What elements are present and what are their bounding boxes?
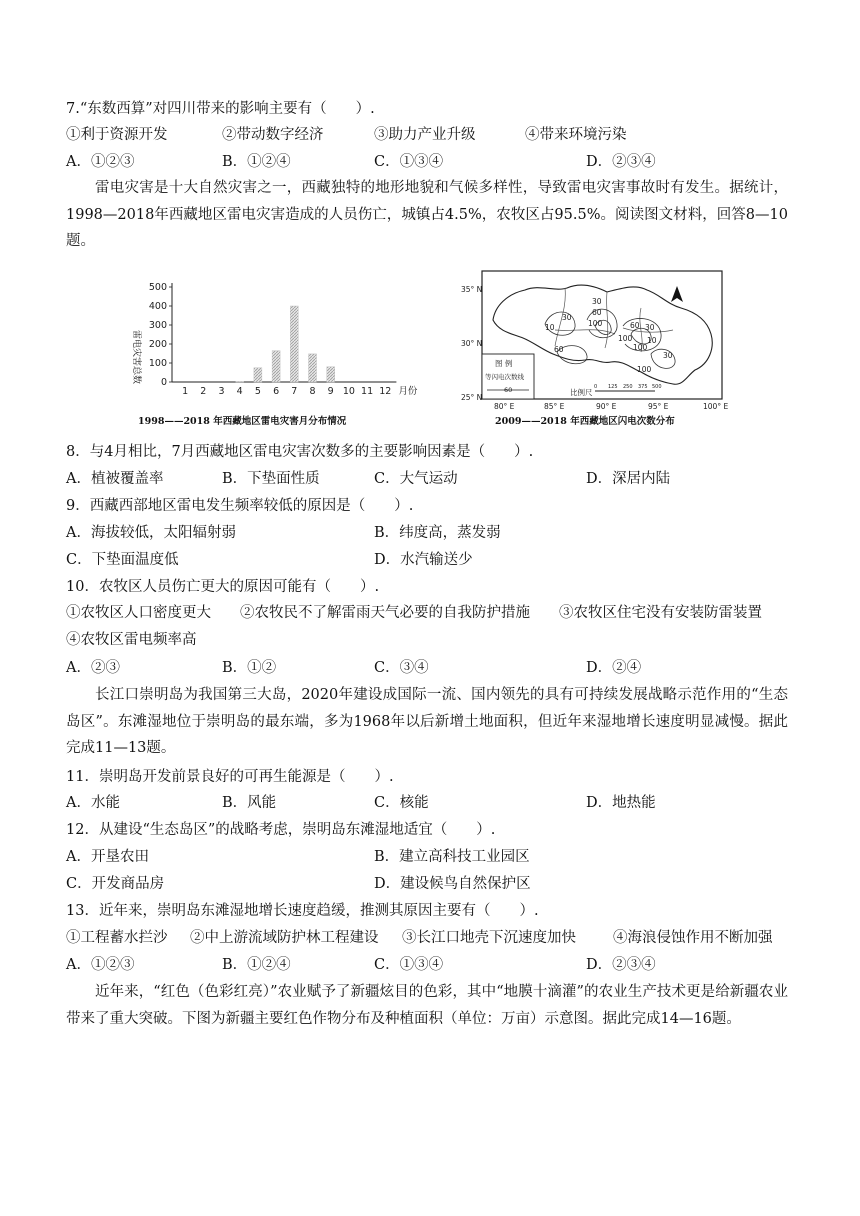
contour-label: 60: [592, 308, 602, 317]
scale-tick: 375: [638, 384, 648, 390]
q13-option-b: B．①②④: [222, 957, 291, 973]
q11-option-c: C．核能: [374, 795, 429, 811]
q12-option-d: D．建设候鸟自然保护区: [374, 876, 531, 892]
x-tick-label: 1: [182, 386, 189, 397]
q10-option-a: A．②③: [66, 660, 120, 676]
q10-items: ①农牧区人口密度更大 ②农牧民不了解雷雨天气必要的自我防护措施 ③农牧区住宅没有安装防雷装置 ④农牧区雷电频率高: [66, 605, 777, 648]
passage-chongming: 长江口崇明岛为我国第三大岛，2020年建设成国际一流、国内领先的具有可持续发展战略示范作用的“生态岛区”。东滩湿地位于崇明岛的最东端，多为1968年以后新增土地面积，但近年来湿地增长速度明显减慢。据此完成11—13题。: [66, 687, 788, 756]
q13-option-d: D．②③④: [586, 957, 656, 973]
passage-lightning: 雷电灾害是十大自然灾害之一，西藏独特的地形地貌和气候多样性，导致雷电灾害事故时有发生。据统计，1998—2018年西藏地区雷电灾害造成的人员伤亡，城镇占4.5%，农牧区占95.5%。阅读图文材料，回答8—10题。: [66, 180, 788, 249]
q13-item-3: ③长江口地壳下沉速度加快: [402, 930, 576, 946]
lon-label-85: 85° E: [544, 402, 565, 411]
legend-line-label: 60: [504, 386, 513, 394]
contour-label: 10: [545, 323, 555, 332]
q7-option-a: A．①②③: [66, 154, 135, 170]
q10-option-c: C．③④: [374, 660, 429, 676]
q10-option-d: D．②④: [586, 660, 642, 676]
q8-option-c: C．大气运动: [374, 471, 458, 487]
y-axis-label: 雷电灾害总数: [131, 330, 141, 385]
lat-label-25: 25° N: [461, 393, 483, 402]
x-tick-label: 2: [200, 386, 207, 397]
q11-option-d: D．地热能: [586, 795, 656, 811]
lon-label-95: 95° E: [648, 402, 669, 411]
figure2-caption: 2009——2018 年西藏地区闪电次数分布: [495, 416, 675, 427]
contour-label: 100: [637, 365, 652, 374]
contour-label: 30: [645, 323, 655, 332]
y-tick-label: 0: [160, 377, 167, 388]
q8-option-a: A．植被覆盖率: [66, 471, 164, 487]
q13-stem: 13．近年来，崇明岛东滩湿地增长速度趋缓，推测其原因主要有（ ）.: [66, 903, 539, 919]
y-tick-label: 500: [148, 282, 167, 293]
x-tick-label: 4: [236, 386, 243, 397]
y-tick-label: 200: [148, 339, 167, 350]
y-tick-label: 300: [148, 320, 167, 331]
q7-item-4: ④带来环境污染: [525, 127, 627, 143]
q9-option-a: A．海拔较低，太阳辐射弱: [66, 525, 236, 541]
legend-item-label: 等闪电次数线: [485, 373, 524, 381]
scale-tick: 0: [594, 384, 598, 390]
q11-option-a: A．水能: [66, 795, 120, 811]
q7-item-3: ③助力产业升级: [374, 127, 476, 143]
x-axis-label: 月份: [398, 386, 418, 397]
map-svg: [455, 268, 735, 413]
scale-tick: 500: [652, 384, 662, 390]
q7-stem: 7.“东数西算”对四川带来的影响主要有（ ）.: [66, 101, 375, 117]
y-tick-label: 400: [148, 301, 167, 312]
contour-label: 30: [562, 313, 572, 322]
bar-chart-svg: [120, 272, 418, 412]
contour-label: 60: [554, 345, 564, 354]
passage-xinjiang: 近年来，“红色（色彩红亮）”农业赋予了新疆炫目的色彩，其中“地膜十滴灌”的农业生产技术更是给新疆农业带来了重大突破。下图为新疆主要红色作物分布及种植面积（单位：万亩）示意图。据此完成14—16题。: [66, 984, 788, 1027]
contour-label: 100: [588, 319, 603, 328]
bar-month-6: [272, 351, 280, 382]
bar-month-4: [236, 381, 244, 382]
q7-option-d: D．②③④: [586, 154, 656, 170]
y-tick-label: 100: [148, 358, 167, 369]
x-tick-label: 5: [254, 386, 261, 397]
contour-label: 10: [647, 336, 657, 345]
q9-option-c: C．下垫面温度低: [66, 552, 179, 568]
q8-option-b: B．下垫面性质: [222, 471, 320, 487]
q7-option-b: B．①②④: [222, 154, 291, 170]
q12-option-a: A．开垦农田: [66, 849, 149, 865]
tibet-lightning-map: [455, 268, 735, 413]
bar-month-5: [254, 368, 262, 382]
bar-month-9: [327, 367, 335, 382]
q13-option-a: A．①②③: [66, 957, 135, 973]
lat-label-30: 30° N: [461, 339, 483, 348]
scale-tick: 125: [608, 384, 618, 390]
x-tick-label: 7: [291, 386, 298, 397]
legend-title: 图 例: [495, 359, 513, 368]
q8-stem: 8．与4月相比，7月西藏地区雷电灾害次数多的主要影响因素是（ ）.: [66, 444, 534, 460]
contour-label: 30: [663, 351, 673, 360]
q12-stem: 12．从建设“生态岛区”的战略考虑，崇明岛东滩湿地适宜（ ）.: [66, 822, 496, 838]
q11-option-b: B．风能: [222, 795, 277, 811]
contour-label: 60: [630, 321, 640, 330]
lon-label-90: 90° E: [596, 402, 617, 411]
scale-label: 比例尺: [570, 388, 593, 397]
lat-label-35: 35° N: [461, 285, 483, 294]
q13-option-c: C．①③④: [374, 957, 444, 973]
q9-stem: 9．西藏西部地区雷电发生频率较低的原因是（ ）.: [66, 498, 414, 514]
q13-item-2: ②中上游流域防护林工程建设: [190, 930, 379, 946]
q10-stem: 10．农牧区人员伤亡更大的原因可能有（ ）.: [66, 579, 380, 595]
q11-stem: 11．崇明岛开发前景良好的可再生能源是（ ）.: [66, 769, 394, 785]
q7-item-2: ②带动数字经济: [222, 127, 324, 143]
q10-option-b: B．①②: [222, 660, 277, 676]
q9-option-b: B．纬度高，蒸发弱: [374, 525, 501, 541]
q12-option-c: C．开发商品房: [66, 876, 165, 892]
figure1-caption: 1998——2018 年西藏地区雷电灾害月分布情况: [138, 416, 347, 427]
lon-label-100: 100° E: [703, 402, 729, 411]
q7-item-1: ①利于资源开发: [66, 127, 168, 143]
bar-month-8: [309, 354, 317, 382]
x-tick-label: 3: [218, 386, 225, 397]
x-tick-label: 11: [361, 386, 374, 397]
q8-option-d: D．深居内陆: [586, 471, 671, 487]
x-tick-label: 12: [379, 386, 392, 397]
q13-item-1: ①工程蓄水拦沙: [66, 930, 168, 946]
q12-option-b: B．建立高科技工业园区: [374, 849, 530, 865]
lon-label-80: 80° E: [494, 402, 515, 411]
x-tick-label: 9: [327, 386, 334, 397]
q9-option-d: D．水汽输送少: [374, 552, 473, 568]
lightning-monthly-chart: [120, 272, 418, 412]
x-tick-label: 10: [342, 386, 355, 397]
contour-label: 30: [592, 297, 602, 306]
x-tick-label: 8: [309, 386, 316, 397]
bar-month-7: [290, 306, 298, 382]
x-tick-label: 6: [273, 386, 280, 397]
contour-label: 100: [633, 343, 648, 352]
q7-option-c: C．①③④: [374, 154, 444, 170]
bar-chart-marks: [149, 282, 418, 397]
q13-item-4: ④海浪侵蚀作用不断加强: [613, 930, 773, 946]
contour-label: 100: [618, 334, 633, 343]
scale-tick: 250: [623, 384, 633, 390]
